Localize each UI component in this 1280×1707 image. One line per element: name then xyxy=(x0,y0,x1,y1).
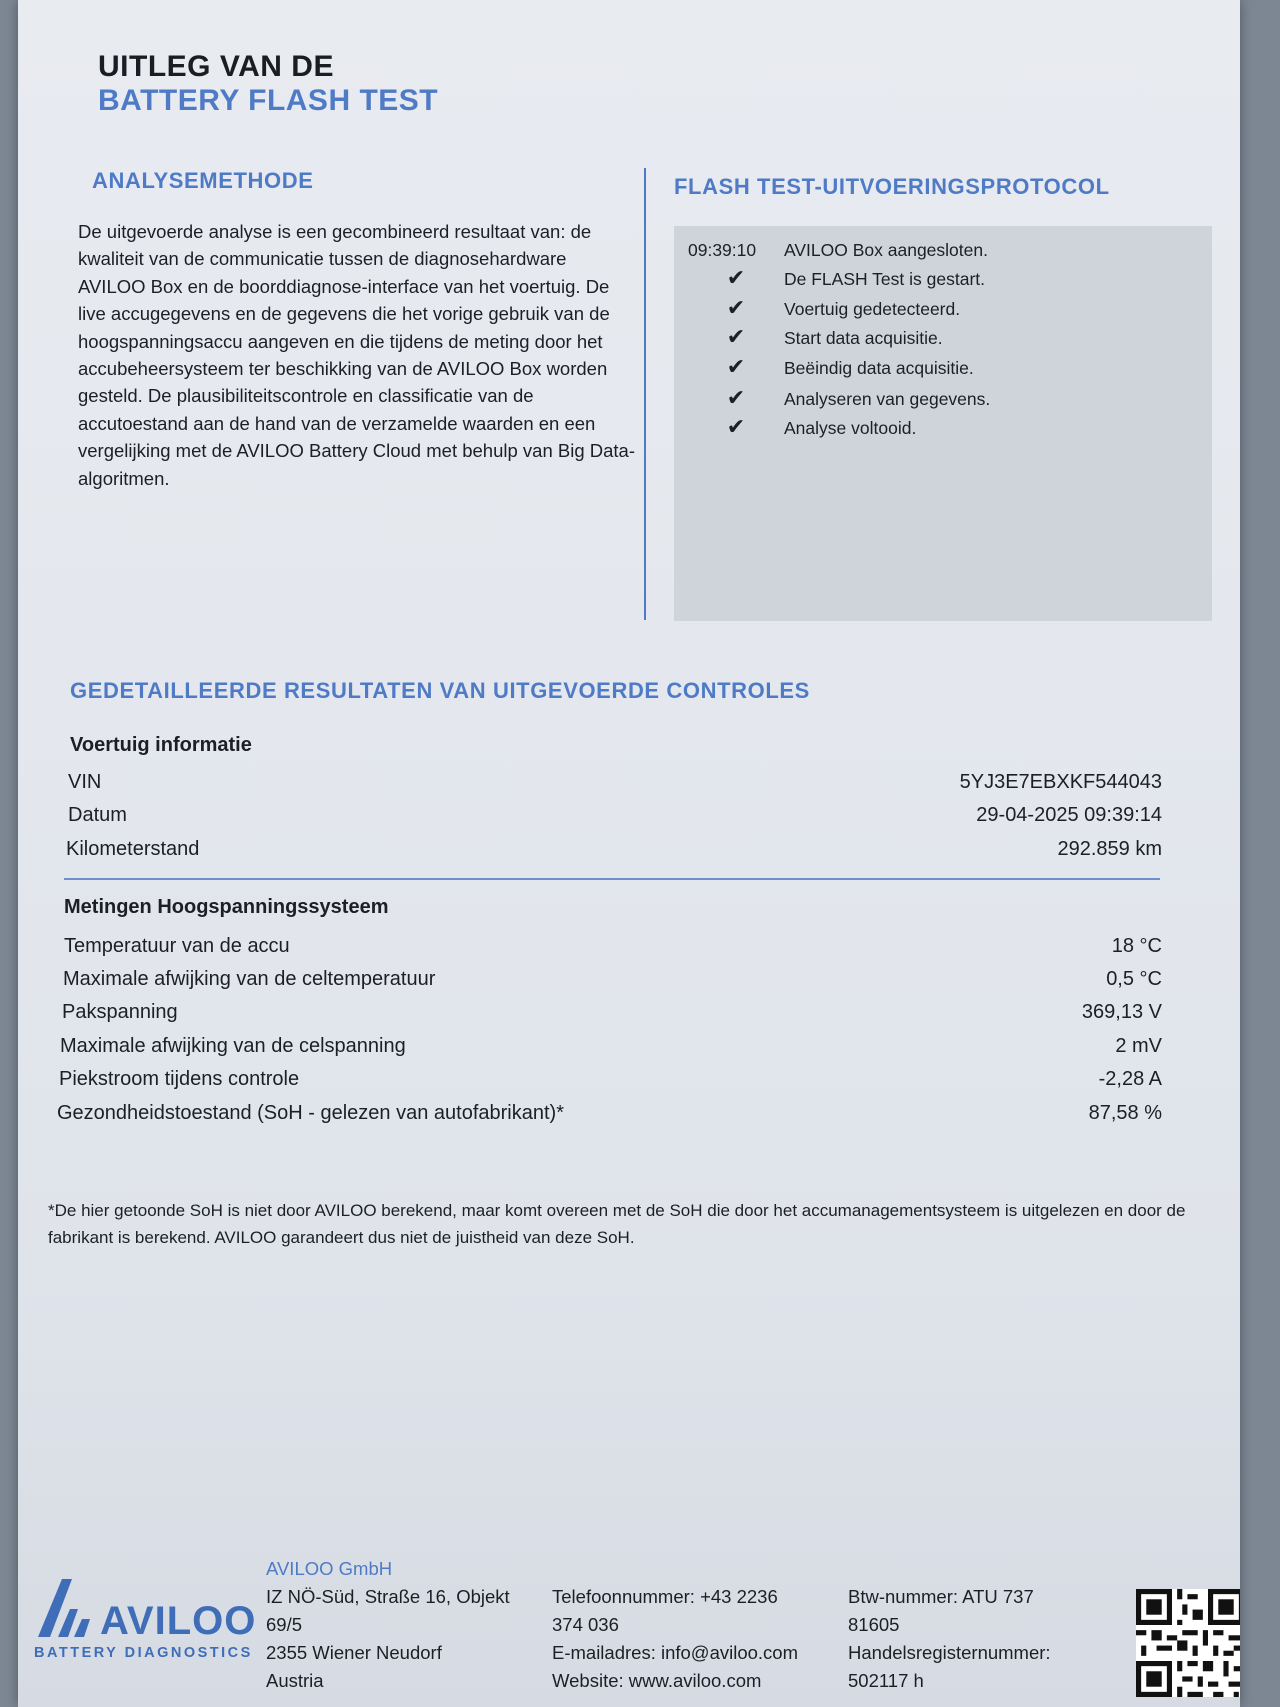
protocol-step-label: Beëindig data acquisitie. xyxy=(784,358,974,378)
phone-line: 374 036 xyxy=(552,1614,619,1635)
row-value: 369,13 V xyxy=(1081,1001,1162,1023)
section-divider xyxy=(64,878,1160,880)
document-title xyxy=(98,50,438,118)
row-value: -2,28 A xyxy=(1098,1068,1162,1090)
footer-contact xyxy=(552,1583,798,1695)
row-label: Temperatuur van de accu xyxy=(64,935,290,957)
row-label: Kilometerstand xyxy=(66,838,200,860)
measurement-row-soh xyxy=(18,1102,1240,1128)
row-value: 5YJ3E7EBXKF544043 xyxy=(959,771,1162,793)
analysis-body: De uitgevoerde analyse is een gecombineerd resultaat van: de kwaliteit van de communicatie tussen de diagnosehardware AVILOO Box en de boorddiagnose-interface van het voertuig. De live accugegevens en de gegevens die het vorige gebruik van de hoogspanningsaccu aangeven en die tijdens de meting door het accubeheersysteem ter beschikking van de AVILOO Box worden gesteld. De plausibiliteitscontrole en classificatie van de accutoestand aan de hand van de verzamelde waarden en een vergelijking met de AVILOO Battery Cloud met behulp van Big Data-algoritmen. xyxy=(78,221,635,489)
address-line: IZ NÖ-Süd, Straße 16, Objekt xyxy=(266,1586,510,1607)
row-value: 2 mV xyxy=(1115,1035,1162,1057)
vehicle-info-heading: Voertuig informatie xyxy=(70,734,252,756)
analysis-heading: ANALYSEMETHODE xyxy=(92,168,314,193)
check-icon: ✔ xyxy=(726,354,746,379)
check-icon: ✔ xyxy=(726,295,746,320)
protocol-step-label: Voertuig gedetecteerd. xyxy=(784,299,961,319)
check-icon: ✔ xyxy=(726,324,746,349)
phone-line: Telefoonnummer: +43 2236 xyxy=(552,1586,778,1607)
vehicle-row-mileage xyxy=(18,838,1240,864)
email-link[interactable]: E-mailadres: info@aviloo.com xyxy=(552,1642,799,1663)
vehicle-row-date xyxy=(18,804,1240,830)
qr-code-icon[interactable] xyxy=(1136,1589,1240,1697)
vehicle-row-vin xyxy=(18,771,1240,797)
row-label: Gezondheidstoestand (SoH - gelezen van autofabrikant)* xyxy=(57,1102,564,1124)
column-divider xyxy=(644,168,646,620)
protocol-time: 09:39:10 xyxy=(688,240,757,260)
row-value: 292.859 km xyxy=(1057,838,1162,860)
protocol-step-label: Analyseren van gegevens. xyxy=(784,389,991,409)
check-icon: ✔ xyxy=(726,414,746,439)
address-line: 69/5 xyxy=(266,1614,303,1635)
row-label: Maximale afwijking van de celtemperatuur xyxy=(63,968,436,990)
vat-line: 81605 xyxy=(848,1614,900,1635)
protocol-step xyxy=(688,385,991,410)
check-icon: ✔ xyxy=(726,385,746,410)
logo-mark-icon xyxy=(36,1575,100,1645)
title-line-1: UITLEG VAN DE xyxy=(98,50,334,83)
register-line: 502117 h xyxy=(848,1670,924,1691)
register-line: Handelsregisternummer: xyxy=(848,1642,1051,1663)
aviloo-logo xyxy=(36,1565,266,1645)
row-value: 29-04-2025 09:39:14 xyxy=(976,804,1162,826)
row-value: 87,58 % xyxy=(1088,1102,1162,1124)
title-line-2: BATTERY FLASH TEST xyxy=(98,84,439,117)
website-link[interactable]: Website: www.aviloo.com xyxy=(552,1670,762,1691)
measurement-row xyxy=(18,1035,1240,1061)
protocol-step xyxy=(688,265,986,290)
row-value: 0,5 °C xyxy=(1106,968,1162,990)
footer xyxy=(18,1555,1240,1707)
row-label: Maximale afwijking van de celspanning xyxy=(60,1035,406,1057)
measurement-row xyxy=(18,1068,1240,1094)
vat-line: Btw-nummer: ATU 737 xyxy=(848,1586,1034,1607)
protocol-step-label: De FLASH Test is gestart. xyxy=(784,269,986,289)
address-line: 2355 Wiener Neudorf xyxy=(266,1642,442,1663)
check-icon: ✔ xyxy=(726,265,746,290)
protocol-step-label: Analyse voltooid. xyxy=(784,418,917,438)
protocol-step xyxy=(688,240,988,261)
row-value: 18 °C xyxy=(1111,935,1162,957)
row-label: Datum xyxy=(68,804,127,826)
logo-wordmark: AVILOO xyxy=(100,1599,257,1643)
footer-registration xyxy=(848,1583,1051,1695)
row-label: VIN xyxy=(68,771,102,793)
protocol-heading: FLASH TEST-UITVOERINGSPROTOCOL xyxy=(674,174,1110,199)
results-heading: GEDETAILLEERDE RESULTATEN VAN UITGEVOERDE CONTROLES xyxy=(70,678,810,703)
measurement-row xyxy=(18,935,1240,961)
measurement-row xyxy=(18,1001,1240,1027)
protocol-step xyxy=(688,354,974,379)
measurement-row xyxy=(18,968,1240,994)
protocol-box xyxy=(674,226,1212,621)
logo-tagline: BATTERY DIAGNOSTICS xyxy=(34,1645,253,1661)
row-label: Piekstroom tijdens controle xyxy=(59,1068,300,1090)
protocol-step xyxy=(688,324,943,349)
protocol-step xyxy=(688,414,917,439)
protocol-step-label: AVILOO Box aangesloten. xyxy=(784,240,988,260)
protocol-step xyxy=(688,295,961,320)
protocol-step-label: Start data acquisitie. xyxy=(784,328,943,348)
measurements-heading: Metingen Hoogspanningssysteem xyxy=(64,896,389,918)
soh-footnote: *De hier getoonde SoH is niet door AVILOO berekend, maar komt overeen met de SoH die door het accumanagementsysteem is uitgelezen en door de fabrikant is berekend. AVILOO garandeert dus niet de juistheid van deze SoH. xyxy=(48,1201,1186,1247)
address-line: Austria xyxy=(266,1670,324,1691)
company-name: AVILOO GmbH xyxy=(266,1558,393,1579)
row-label: Pakspanning xyxy=(62,1001,178,1023)
footer-address xyxy=(266,1555,510,1695)
document-page xyxy=(18,0,1240,1707)
